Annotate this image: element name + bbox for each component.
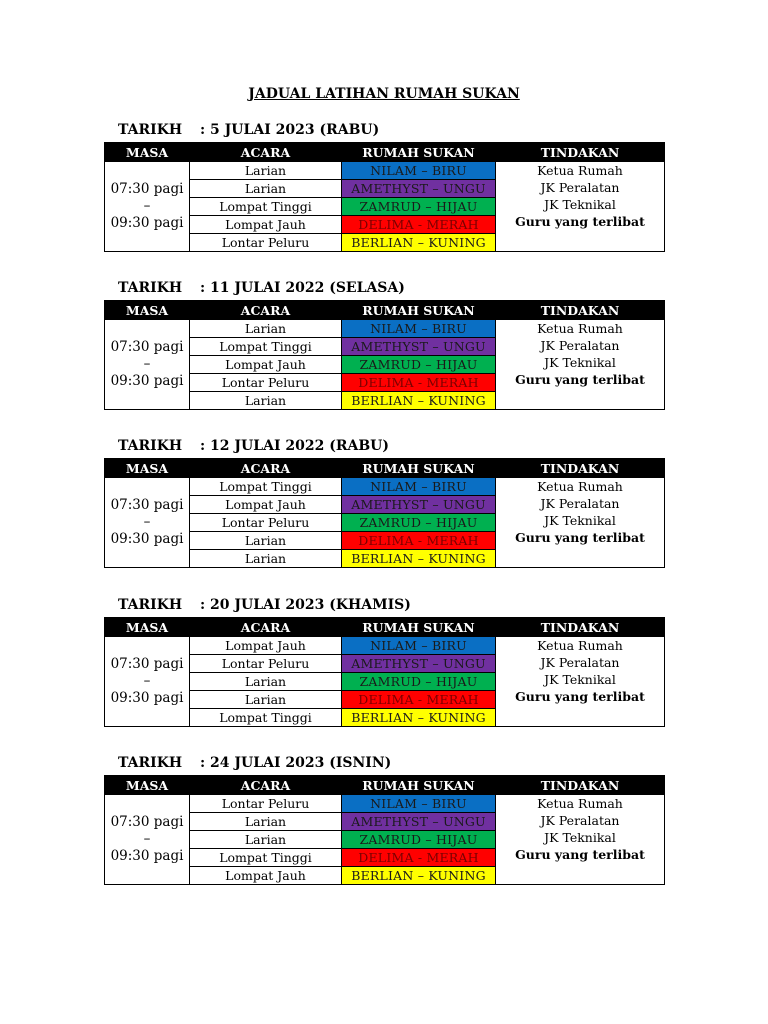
schedule-block: [104, 755, 664, 885]
date-value: : 20 JULAI 2023 (KHAMIS): [200, 597, 411, 613]
tindakan-item: JK Teknikal: [544, 355, 616, 370]
header-acara: ACARA: [190, 776, 342, 795]
tindakan-cell: [496, 637, 665, 727]
house-cell: AMETHYST – UNGU: [342, 338, 496, 356]
schedule-table: [104, 458, 665, 568]
acara-cell: Lompat Jauh: [190, 356, 342, 374]
acara-cell: Larian: [190, 831, 342, 849]
time-dash: –: [143, 198, 151, 214]
header-masa: MASA: [105, 143, 190, 162]
date-label: TARIKH: [118, 755, 183, 771]
acara-cell: Lompat Tinggi: [190, 709, 342, 727]
time-end: 09:30 pagi: [110, 531, 184, 547]
date-line: [104, 438, 664, 458]
tindakan-cell: [496, 320, 665, 410]
schedule-table: [104, 617, 665, 727]
time-cell: [105, 320, 190, 410]
schedule-table: [104, 142, 665, 252]
acara-cell: Larian: [190, 691, 342, 709]
tindakan-item: JK Peralatan: [540, 496, 620, 511]
date-value: : 5 JULAI 2023 (RABU): [200, 122, 380, 138]
header-acara: ACARA: [190, 459, 342, 478]
house-cell: BERLIAN – KUNING: [342, 234, 496, 252]
house-cell: DELIMA - MERAH: [342, 532, 496, 550]
time-cell: [105, 162, 190, 252]
schedule-block: [104, 122, 664, 252]
time-start: 07:30 pagi: [110, 814, 184, 830]
tindakan-item: Ketua Rumah: [537, 479, 623, 494]
house-cell: NILAM – BIRU: [342, 795, 496, 813]
house-cell: NILAM – BIRU: [342, 637, 496, 655]
time-start: 07:30 pagi: [110, 497, 184, 513]
house-cell: AMETHYST – UNGU: [342, 180, 496, 198]
schedule-table: [104, 300, 665, 410]
header-acara: ACARA: [190, 301, 342, 320]
date-line: [104, 597, 664, 617]
schedule-block: [104, 280, 664, 410]
tindakan-item: JK Peralatan: [540, 655, 620, 670]
tindakan-item: JK Teknikal: [544, 513, 616, 528]
table-row: [105, 637, 665, 655]
acara-cell: Lontar Peluru: [190, 514, 342, 532]
header-tindakan: TINDAKAN: [496, 776, 665, 795]
table-row: [105, 478, 665, 496]
page-title: JADUAL LATIHAN RUMAH SUKAN: [248, 86, 520, 102]
acara-cell: Lontar Peluru: [190, 655, 342, 673]
house-cell: ZAMRUD – HIJAU: [342, 198, 496, 216]
acara-cell: Larian: [190, 550, 342, 568]
acara-cell: Lompat Tinggi: [190, 849, 342, 867]
house-cell: NILAM – BIRU: [342, 320, 496, 338]
header-masa: MASA: [105, 301, 190, 320]
house-cell: ZAMRUD – HIJAU: [342, 356, 496, 374]
tindakan-item: Ketua Rumah: [537, 163, 623, 178]
house-cell: DELIMA - MERAH: [342, 374, 496, 392]
house-cell: ZAMRUD – HIJAU: [342, 831, 496, 849]
acara-cell: Larian: [190, 813, 342, 831]
tindakan-item: JK Teknikal: [544, 197, 616, 212]
header-row: [105, 143, 665, 162]
time-end: 09:30 pagi: [110, 215, 184, 231]
acara-cell: Larian: [190, 180, 342, 198]
acara-cell: Lompat Tinggi: [190, 198, 342, 216]
table-row: [105, 162, 665, 180]
tindakan-item: JK Teknikal: [544, 672, 616, 687]
house-cell: AMETHYST – UNGU: [342, 813, 496, 831]
time-dash: –: [143, 673, 151, 689]
tindakan-item: Ketua Rumah: [537, 796, 623, 811]
time-dash: –: [143, 514, 151, 530]
acara-cell: Larian: [190, 532, 342, 550]
date-value: : 24 JULAI 2023 (ISNIN): [200, 755, 392, 771]
house-cell: AMETHYST – UNGU: [342, 655, 496, 673]
tindakan-item: JK Teknikal: [544, 830, 616, 845]
date-label: TARIKH: [118, 122, 183, 138]
time-cell: [105, 478, 190, 568]
header-row: [105, 459, 665, 478]
time-end: 09:30 pagi: [110, 690, 184, 706]
time-end: 09:30 pagi: [110, 373, 184, 389]
acara-cell: Lompat Jauh: [190, 496, 342, 514]
header-rumah: RUMAH SUKAN: [342, 459, 496, 478]
house-cell: DELIMA - MERAH: [342, 691, 496, 709]
tindakan-item: JK Peralatan: [540, 338, 620, 353]
house-cell: NILAM – BIRU: [342, 478, 496, 496]
tindakan-item: Guru yang terlibat: [515, 214, 645, 229]
time-start: 07:30 pagi: [110, 656, 184, 672]
header-tindakan: TINDAKAN: [496, 143, 665, 162]
tindakan-item: Guru yang terlibat: [515, 372, 645, 387]
acara-cell: Larian: [190, 392, 342, 410]
header-row: [105, 301, 665, 320]
house-cell: ZAMRUD – HIJAU: [342, 514, 496, 532]
schedule-table: [104, 775, 665, 885]
header-acara: ACARA: [190, 618, 342, 637]
house-cell: ZAMRUD – HIJAU: [342, 673, 496, 691]
tindakan-item: Ketua Rumah: [537, 638, 623, 653]
acara-cell: Lompat Jauh: [190, 216, 342, 234]
header-masa: MASA: [105, 776, 190, 795]
date-line: [104, 280, 664, 300]
date-label: TARIKH: [118, 280, 183, 296]
header-rumah: RUMAH SUKAN: [342, 618, 496, 637]
acara-cell: Lompat Tinggi: [190, 478, 342, 496]
house-cell: DELIMA - MERAH: [342, 849, 496, 867]
time-start: 07:30 pagi: [110, 181, 184, 197]
date-value: : 11 JULAI 2022 (SELASA): [200, 280, 405, 296]
time-cell: [105, 795, 190, 885]
tindakan-cell: [496, 162, 665, 252]
time-end: 09:30 pagi: [110, 848, 184, 864]
house-cell: BERLIAN – KUNING: [342, 550, 496, 568]
acara-cell: Larian: [190, 673, 342, 691]
acara-cell: Lontar Peluru: [190, 795, 342, 813]
header-rumah: RUMAH SUKAN: [342, 301, 496, 320]
tindakan-item: Guru yang terlibat: [515, 847, 645, 862]
tindakan-cell: [496, 478, 665, 568]
time-dash: –: [143, 831, 151, 847]
table-row: [105, 795, 665, 813]
acara-cell: Larian: [190, 162, 342, 180]
house-cell: AMETHYST – UNGU: [342, 496, 496, 514]
time-cell: [105, 637, 190, 727]
tindakan-item: Guru yang terlibat: [515, 530, 645, 545]
acara-cell: Lompat Jauh: [190, 867, 342, 885]
acara-cell: Lompat Jauh: [190, 637, 342, 655]
tindakan-item: Ketua Rumah: [537, 321, 623, 336]
date-line: [104, 122, 664, 142]
tindakan-item: Guru yang terlibat: [515, 689, 645, 704]
header-row: [105, 776, 665, 795]
house-cell: NILAM – BIRU: [342, 162, 496, 180]
header-masa: MASA: [105, 618, 190, 637]
house-cell: DELIMA - MERAH: [342, 216, 496, 234]
header-acara: ACARA: [190, 143, 342, 162]
acara-cell: Larian: [190, 320, 342, 338]
schedule-block: [104, 597, 664, 727]
header-rumah: RUMAH SUKAN: [342, 776, 496, 795]
header-masa: MASA: [105, 459, 190, 478]
header-rumah: RUMAH SUKAN: [342, 143, 496, 162]
date-value: : 12 JULAI 2022 (RABU): [200, 438, 389, 454]
acara-cell: Lontar Peluru: [190, 234, 342, 252]
date-label: TARIKH: [118, 438, 183, 454]
house-cell: BERLIAN – KUNING: [342, 709, 496, 727]
house-cell: BERLIAN – KUNING: [342, 392, 496, 410]
header-row: [105, 618, 665, 637]
time-start: 07:30 pagi: [110, 339, 184, 355]
header-tindakan: TINDAKAN: [496, 459, 665, 478]
acara-cell: Lompat Tinggi: [190, 338, 342, 356]
tindakan-item: JK Peralatan: [540, 180, 620, 195]
table-row: [105, 320, 665, 338]
acara-cell: Lontar Peluru: [190, 374, 342, 392]
header-tindakan: TINDAKAN: [496, 618, 665, 637]
date-label: TARIKH: [118, 597, 183, 613]
tindakan-cell: [496, 795, 665, 885]
house-cell: BERLIAN – KUNING: [342, 867, 496, 885]
tindakan-item: JK Peralatan: [540, 813, 620, 828]
header-tindakan: TINDAKAN: [496, 301, 665, 320]
schedule-block: [104, 438, 664, 568]
time-dash: –: [143, 356, 151, 372]
date-line: [104, 755, 664, 775]
